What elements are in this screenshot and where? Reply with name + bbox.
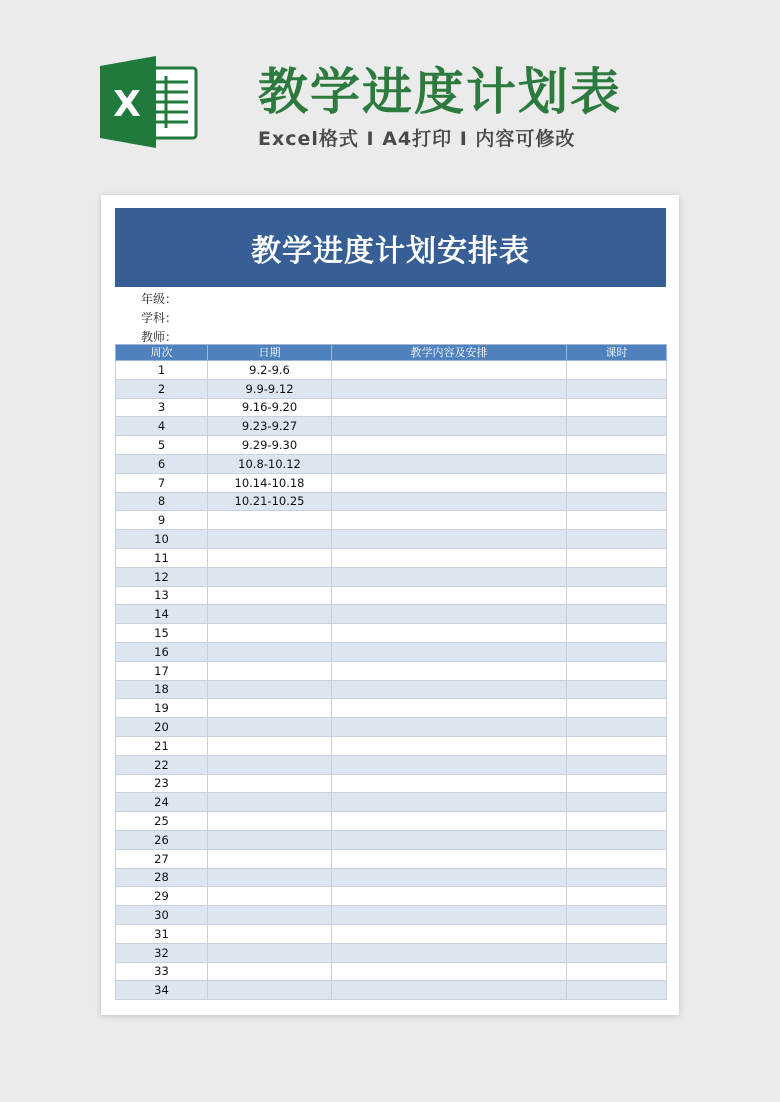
- content-cell[interactable]: [332, 661, 567, 680]
- date-cell[interactable]: [208, 981, 332, 1000]
- header-date: 日期: [208, 345, 332, 361]
- date-cell[interactable]: 9.2-9.6: [208, 361, 332, 380]
- content-cell[interactable]: [332, 642, 567, 661]
- table-row: [116, 530, 667, 549]
- main-title: 教学进度计划表: [258, 63, 622, 121]
- table-row: [116, 981, 667, 1000]
- hours-cell[interactable]: [567, 398, 667, 417]
- hours-cell[interactable]: [567, 906, 667, 925]
- table-row: [116, 398, 667, 417]
- week-cell[interactable]: 19: [116, 699, 208, 718]
- content-cell[interactable]: [332, 755, 567, 774]
- table-row: [116, 699, 667, 718]
- hours-cell[interactable]: [567, 924, 667, 943]
- content-cell[interactable]: [332, 548, 567, 567]
- week-cell[interactable]: 24: [116, 793, 208, 812]
- date-cell[interactable]: [208, 849, 332, 868]
- date-cell[interactable]: [208, 624, 332, 643]
- content-cell[interactable]: [332, 774, 567, 793]
- table-row: [116, 436, 667, 455]
- week-cell[interactable]: 23: [116, 774, 208, 793]
- content-cell[interactable]: [332, 398, 567, 417]
- content-cell[interactable]: [332, 680, 567, 699]
- table-row: [116, 849, 667, 868]
- excel-icon: [100, 56, 198, 148]
- date-cell[interactable]: [208, 586, 332, 605]
- week-cell[interactable]: 28: [116, 868, 208, 887]
- content-cell[interactable]: [332, 868, 567, 887]
- date-cell[interactable]: 9.16-9.20: [208, 398, 332, 417]
- content-cell[interactable]: [332, 379, 567, 398]
- content-cell[interactable]: [332, 943, 567, 962]
- schedule-table: [115, 344, 667, 1000]
- content-cell[interactable]: [332, 567, 567, 586]
- content-cell[interactable]: [332, 473, 567, 492]
- hours-cell[interactable]: [567, 586, 667, 605]
- table-row: [116, 887, 667, 906]
- hours-cell[interactable]: [567, 361, 667, 380]
- table-body: [116, 361, 667, 1000]
- date-cell[interactable]: [208, 868, 332, 887]
- table-row: [116, 548, 667, 567]
- date-cell[interactable]: [208, 699, 332, 718]
- date-cell[interactable]: [208, 661, 332, 680]
- table-row: [116, 906, 667, 925]
- content-cell[interactable]: [332, 417, 567, 436]
- table-row: [116, 924, 667, 943]
- hours-cell[interactable]: [567, 436, 667, 455]
- week-cell[interactable]: 21: [116, 736, 208, 755]
- table-row: [116, 511, 667, 530]
- date-cell[interactable]: 9.29-9.30: [208, 436, 332, 455]
- hours-cell[interactable]: [567, 755, 667, 774]
- date-cell[interactable]: [208, 567, 332, 586]
- table-row: [116, 417, 667, 436]
- hours-cell[interactable]: [567, 642, 667, 661]
- table-row: [116, 567, 667, 586]
- table-row: [116, 943, 667, 962]
- table-row: [116, 454, 667, 473]
- date-cell[interactable]: 10.14-10.18: [208, 473, 332, 492]
- hours-cell[interactable]: [567, 661, 667, 680]
- hours-cell[interactable]: [567, 981, 667, 1000]
- hours-cell[interactable]: [567, 793, 667, 812]
- hours-cell[interactable]: [567, 548, 667, 567]
- week-cell[interactable]: 26: [116, 830, 208, 849]
- content-cell[interactable]: [332, 454, 567, 473]
- content-cell[interactable]: [332, 511, 567, 530]
- table-row: [116, 812, 667, 831]
- hours-cell[interactable]: [567, 774, 667, 793]
- date-cell[interactable]: [208, 774, 332, 793]
- table-row: [116, 718, 667, 737]
- date-cell[interactable]: [208, 530, 332, 549]
- sheet: [101, 195, 679, 1015]
- date-cell[interactable]: [208, 887, 332, 906]
- hours-cell[interactable]: [567, 699, 667, 718]
- week-cell[interactable]: 12: [116, 567, 208, 586]
- date-cell[interactable]: [208, 736, 332, 755]
- week-cell[interactable]: 31: [116, 924, 208, 943]
- week-cell[interactable]: 1: [116, 361, 208, 380]
- table-row: [116, 793, 667, 812]
- table-row: [116, 642, 667, 661]
- week-cell[interactable]: 3: [116, 398, 208, 417]
- week-cell[interactable]: 18: [116, 680, 208, 699]
- hours-cell[interactable]: [567, 962, 667, 981]
- date-cell[interactable]: 9.9-9.12: [208, 379, 332, 398]
- content-cell[interactable]: [332, 830, 567, 849]
- table-row: [116, 755, 667, 774]
- content-cell[interactable]: [332, 736, 567, 755]
- week-cell[interactable]: 33: [116, 962, 208, 981]
- content-cell[interactable]: [332, 793, 567, 812]
- date-cell[interactable]: [208, 680, 332, 699]
- hours-cell[interactable]: [567, 868, 667, 887]
- date-cell[interactable]: 9.23-9.27: [208, 417, 332, 436]
- hours-cell[interactable]: [567, 530, 667, 549]
- hours-cell[interactable]: [567, 379, 667, 398]
- date-cell[interactable]: [208, 548, 332, 567]
- date-cell[interactable]: [208, 642, 332, 661]
- table-row: [116, 624, 667, 643]
- week-cell[interactable]: 5: [116, 436, 208, 455]
- content-cell[interactable]: [332, 906, 567, 925]
- hours-cell[interactable]: [567, 624, 667, 643]
- week-cell[interactable]: 34: [116, 981, 208, 1000]
- hours-cell[interactable]: [567, 812, 667, 831]
- table-row: [116, 830, 667, 849]
- week-cell[interactable]: 15: [116, 624, 208, 643]
- week-cell[interactable]: 27: [116, 849, 208, 868]
- table-row: [116, 361, 667, 380]
- hours-cell[interactable]: [567, 417, 667, 436]
- content-cell[interactable]: [332, 887, 567, 906]
- week-cell[interactable]: 8: [116, 492, 208, 511]
- date-cell[interactable]: 10.8-10.12: [208, 454, 332, 473]
- table-row: [116, 661, 667, 680]
- week-cell[interactable]: 10: [116, 530, 208, 549]
- content-cell[interactable]: [332, 962, 567, 981]
- date-cell[interactable]: [208, 793, 332, 812]
- content-cell[interactable]: [332, 924, 567, 943]
- table-row: [116, 473, 667, 492]
- hours-cell[interactable]: [567, 511, 667, 530]
- hours-cell[interactable]: [567, 736, 667, 755]
- sheet-title: 教学进度计划安排表: [115, 208, 666, 287]
- hours-cell[interactable]: [567, 605, 667, 624]
- week-cell[interactable]: 6: [116, 454, 208, 473]
- content-cell[interactable]: [332, 849, 567, 868]
- date-cell[interactable]: [208, 924, 332, 943]
- grade-label: 年级：: [141, 292, 178, 306]
- week-cell[interactable]: 20: [116, 718, 208, 737]
- header-content: 教学内容及安排: [332, 345, 567, 361]
- date-cell[interactable]: [208, 962, 332, 981]
- hours-cell[interactable]: [567, 718, 667, 737]
- week-cell[interactable]: 17: [116, 661, 208, 680]
- week-cell[interactable]: 13: [116, 586, 208, 605]
- table-row: [116, 492, 667, 511]
- hours-cell[interactable]: [567, 849, 667, 868]
- hours-cell[interactable]: [567, 492, 667, 511]
- content-cell[interactable]: [332, 436, 567, 455]
- hours-cell[interactable]: [567, 943, 667, 962]
- table-row: [116, 962, 667, 981]
- hours-cell[interactable]: [567, 830, 667, 849]
- content-cell[interactable]: [332, 586, 567, 605]
- date-cell[interactable]: [208, 511, 332, 530]
- hours-cell[interactable]: [567, 567, 667, 586]
- table-row: [116, 868, 667, 887]
- excel-logo-letter: X: [113, 84, 141, 125]
- content-cell[interactable]: [332, 492, 567, 511]
- week-cell[interactable]: 29: [116, 887, 208, 906]
- date-cell[interactable]: 10.21-10.25: [208, 492, 332, 511]
- week-cell[interactable]: 4: [116, 417, 208, 436]
- week-cell[interactable]: 30: [116, 906, 208, 925]
- week-cell[interactable]: 11: [116, 548, 208, 567]
- week-cell[interactable]: 22: [116, 755, 208, 774]
- date-cell[interactable]: [208, 830, 332, 849]
- week-cell[interactable]: 16: [116, 642, 208, 661]
- date-cell[interactable]: [208, 755, 332, 774]
- date-cell[interactable]: [208, 906, 332, 925]
- date-cell[interactable]: [208, 605, 332, 624]
- table-row: [116, 605, 667, 624]
- content-cell[interactable]: [332, 718, 567, 737]
- table-row: [116, 586, 667, 605]
- table-row: [116, 774, 667, 793]
- subject-label: 学科：: [141, 311, 178, 325]
- table-row: [116, 379, 667, 398]
- content-cell[interactable]: [332, 812, 567, 831]
- hours-cell[interactable]: [567, 454, 667, 473]
- week-cell[interactable]: 2: [116, 379, 208, 398]
- content-cell[interactable]: [332, 981, 567, 1000]
- week-cell[interactable]: 7: [116, 473, 208, 492]
- content-cell[interactable]: [332, 624, 567, 643]
- content-cell[interactable]: [332, 530, 567, 549]
- table-header-row: [116, 345, 667, 361]
- date-cell[interactable]: [208, 943, 332, 962]
- hours-cell[interactable]: [567, 473, 667, 492]
- week-cell[interactable]: 9: [116, 511, 208, 530]
- date-cell[interactable]: [208, 812, 332, 831]
- content-cell[interactable]: [332, 605, 567, 624]
- week-cell[interactable]: 32: [116, 943, 208, 962]
- subtitle: Excel格式 I A4打印 I 内容可修改: [258, 128, 576, 150]
- header-hours: 课时: [567, 345, 667, 361]
- week-cell[interactable]: 14: [116, 605, 208, 624]
- date-cell[interactable]: [208, 718, 332, 737]
- teacher-label: 教师：: [141, 330, 178, 344]
- table-row: [116, 736, 667, 755]
- week-cell[interactable]: 25: [116, 812, 208, 831]
- hours-cell[interactable]: [567, 680, 667, 699]
- content-cell[interactable]: [332, 699, 567, 718]
- header-week: 周次: [116, 345, 208, 361]
- table-row: [116, 680, 667, 699]
- content-cell[interactable]: [332, 361, 567, 380]
- hours-cell[interactable]: [567, 887, 667, 906]
